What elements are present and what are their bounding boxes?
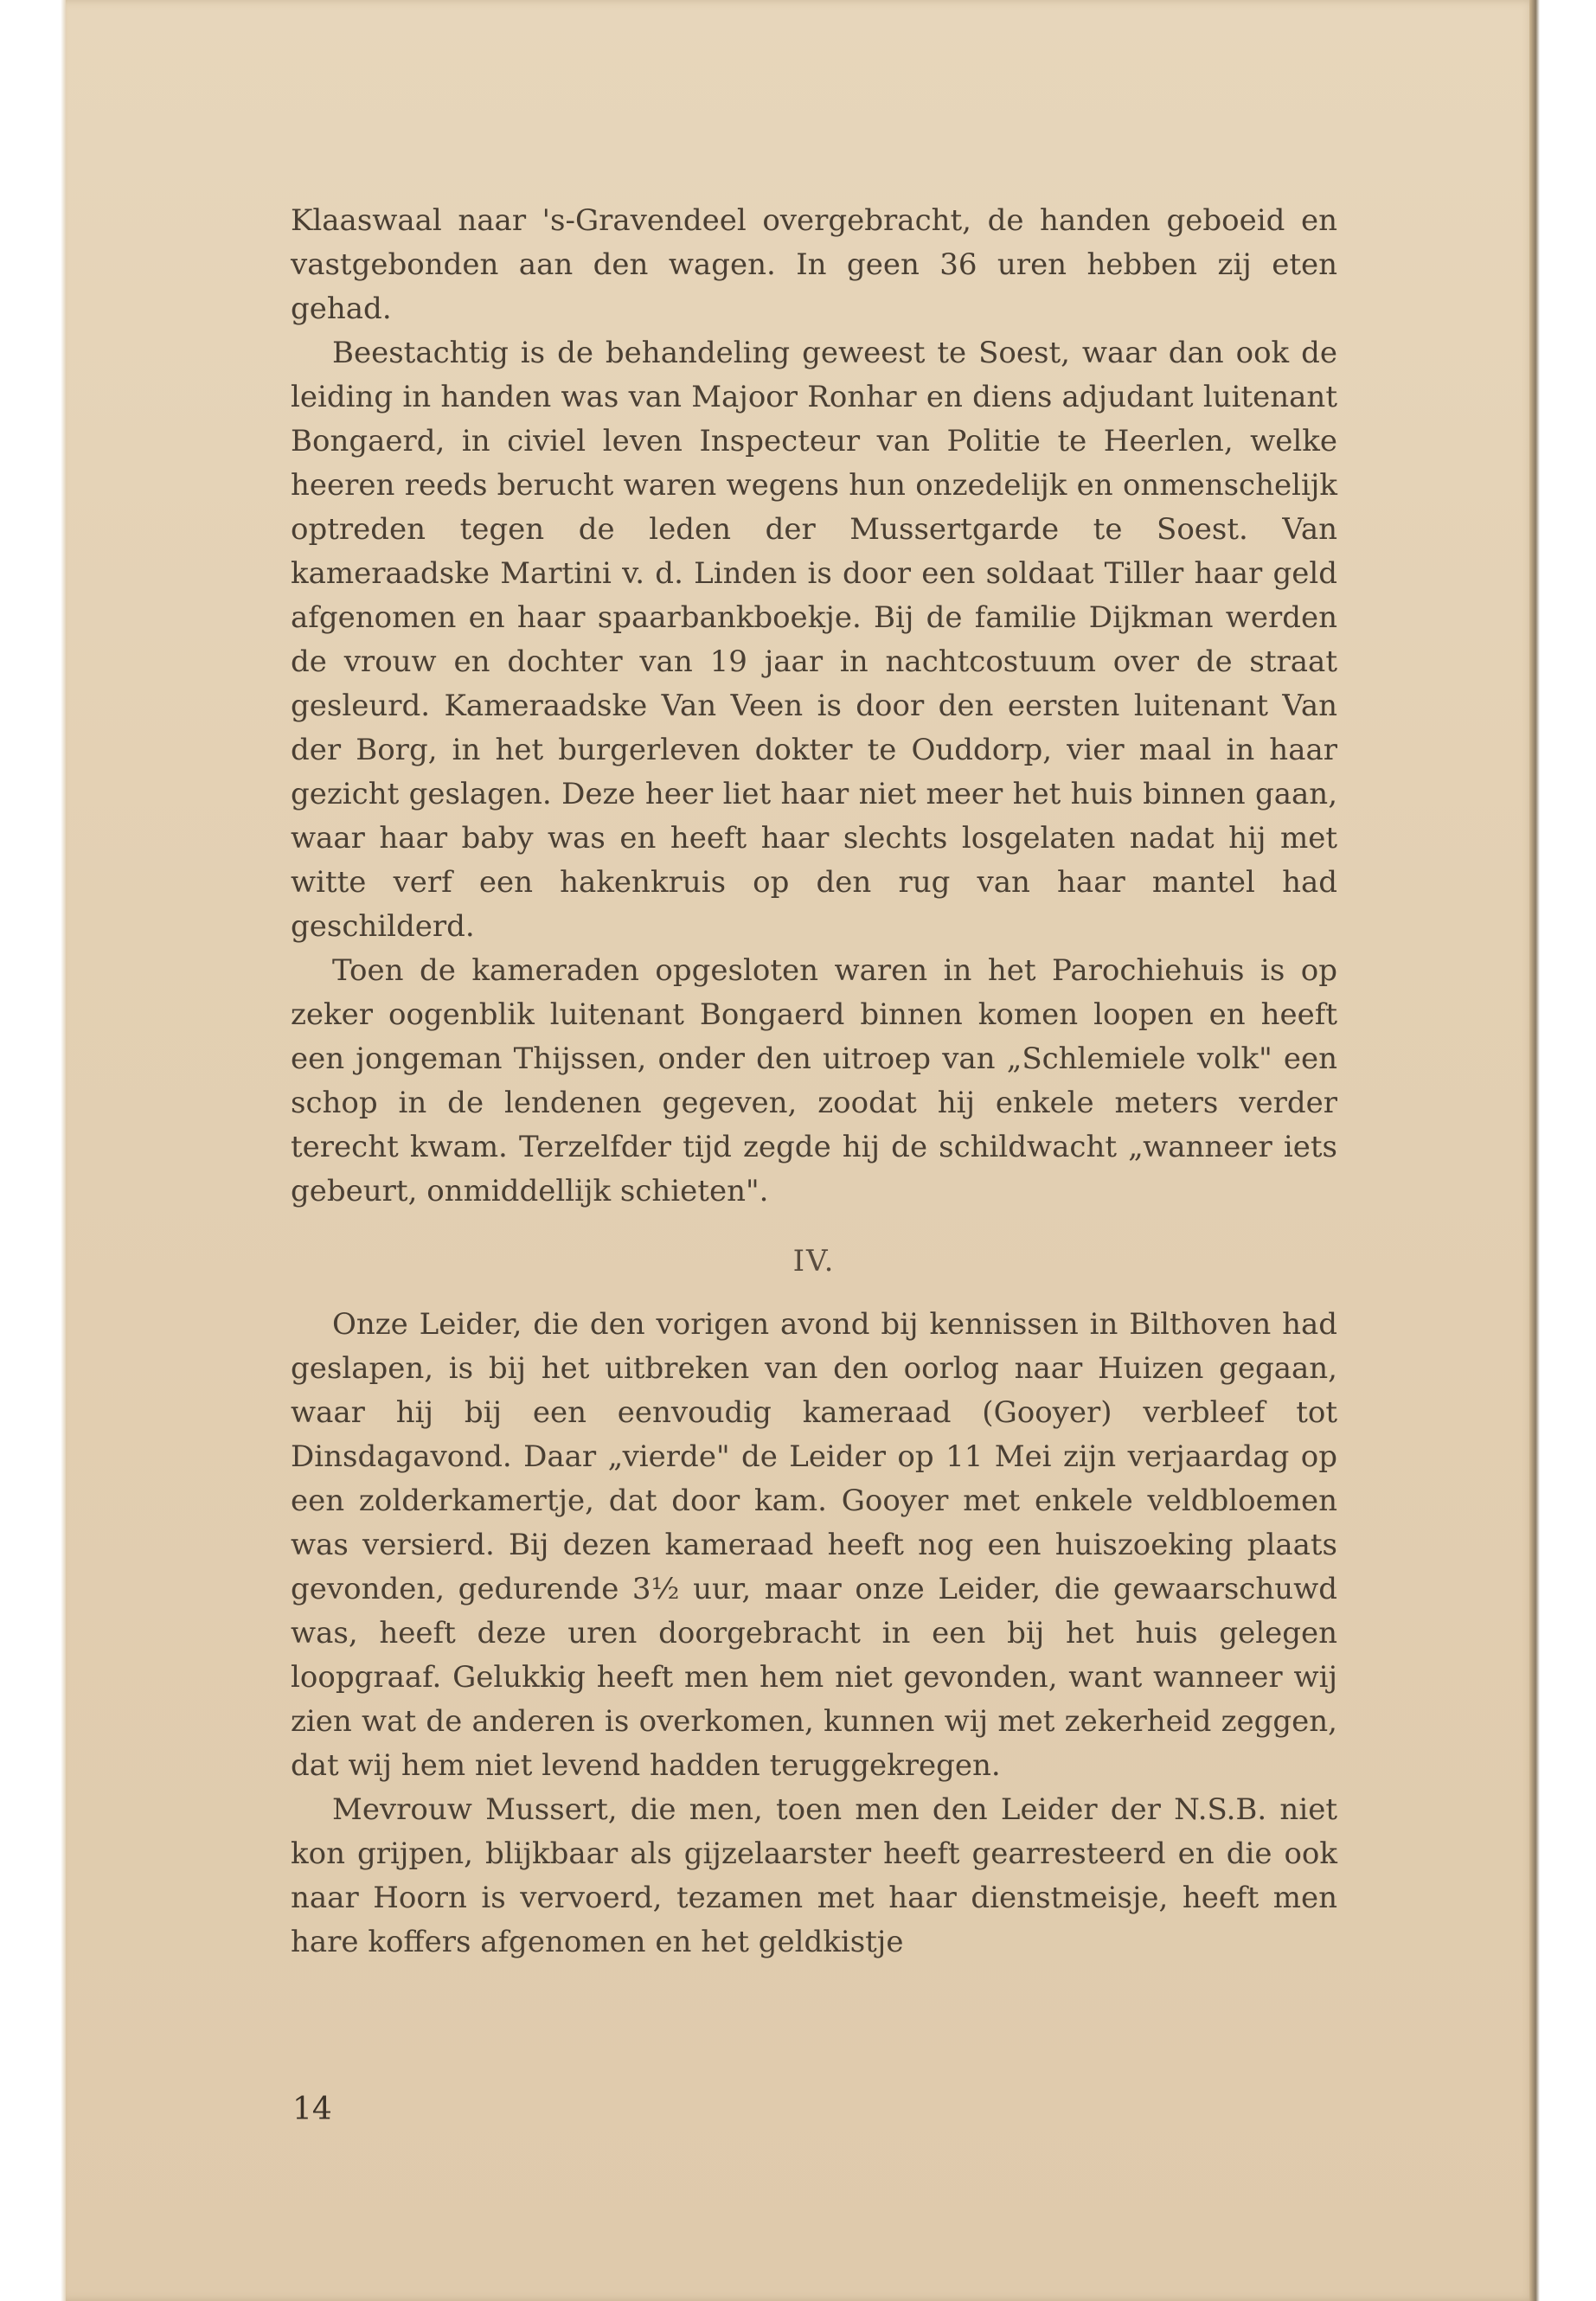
body-text xyxy=(291,199,1337,1965)
paragraph-5: Mevrouw Mussert, die men, toen men den Leider der N.S.B. niet kon grijpen, blijkbaar als gijzelaarster heeft gearresteerd en die ook naar Hoorn is vervoerd, tezamen met haar dienstmeisje, heeft men hare koffers afgenomen en het geldkistje xyxy=(291,1792,1337,1959)
paragraph-1: Klaaswaal naar 's-Gravendeel overgebracht, de handen geboeid en vastgebonden aan den wagen. In geen 36 uren hebben zij eten gehad. xyxy=(291,203,1337,326)
paragraph-3: Toen de kameraden opgesloten waren in het Parochiehuis is op zeker oogenblik luitenant Bongaerd binnen komen loopen en heeft een jongeman Thijssen, onder den uitroep van „Schlemiele volk" een schop in de lendenen gegeven, zoodat hij enkele meters verder terecht kwam. Terzelfder tijd zegde hij de schildwacht „wanneer iets gebeurt, onmiddellijk schieten". xyxy=(291,953,1337,1208)
section-heading: IV. xyxy=(792,1244,836,1279)
paragraph-4: Onze Leider, die den vorigen avond bij kennissen in Bilthoven had geslapen, is bij het uitbreken van den oorlog naar Huizen gegaan, waar hij bij een eenvoudig kameraad (Gooyer) verbleef tot Dinsdagavond. Daar „vierde" de Leider op 11 Mei zijn verjaardag op een zolderkamertje, dat door kam. Gooyer met enkele veldbloemen was versierd. Bij dezen kameraad heeft nog een huiszoeking plaats gevonden, gedurende 3½ uur, maar onze Leider, die gewaarschuwd was, heeft deze uren doorgebracht in een bij het huis gelegen loopgraaf. Gelukkig heeft men hem niet gevonden, want wanneer wij zien wat de anderen is overkomen, kunnen wij met zekerheid zeggen, dat wij hem niet levend hadden teruggekregen. xyxy=(291,1307,1337,1783)
paragraph-2: Beestachtig is de behandeling geweest te Soest, waar dan ook de leiding in handen was van Majoor Ronhar en diens adjudant luitenant Bongaerd, in civiel leven Inspecteur van Politie te Heerlen, welke heeren reeds berucht waren wegens hun onzedelijk en onmenschelijk optreden tegen de leden der Mussertgarde te Soest. Van kameraadske Martini v. d. Linden is door een soldaat Tiller haar geld afgenomen en haar spaarbankboekje. Bij de familie Dijkman werden de vrouw en dochter van 19 jaar in nachtcostuum over de straat gesleurd. Kameraadske Van Veen is door den eersten luitenant Van der Borg, in het burgerleven dokter te Ouddorp, vier maal in haar gezicht geslagen. Deze heer liet haar niet meer het huis binnen gaan, waar haar baby was en heeft haar slechts losgelaten nadat hij met witte verf een hakenkruis op den rug van haar mantel had geschilderd. xyxy=(291,336,1337,944)
page-right-edge xyxy=(1529,0,1540,2301)
page-number: 14 xyxy=(292,2092,332,2127)
